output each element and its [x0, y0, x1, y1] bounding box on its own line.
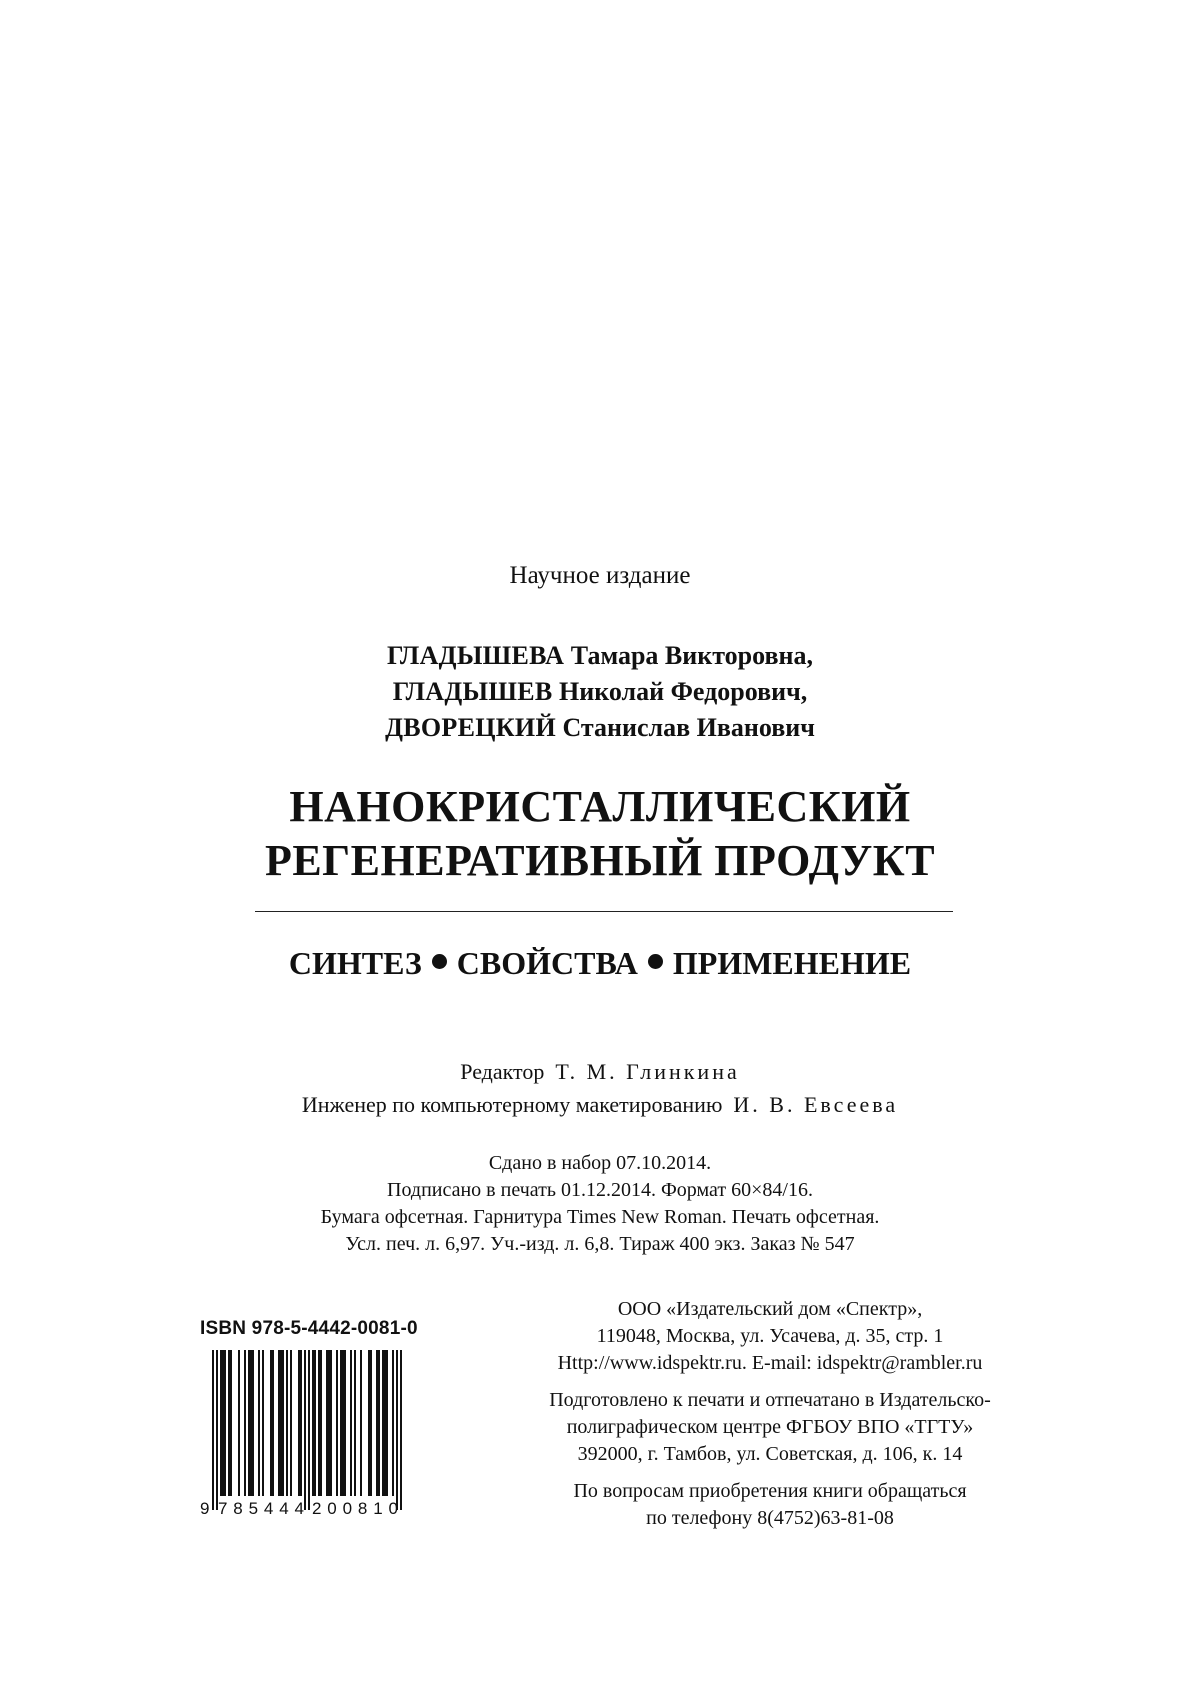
barcode-bar: [336, 1350, 338, 1496]
publication-type: [0, 562, 1200, 590]
barcode-bar: [318, 1350, 320, 1496]
author-surname: ДВОРЕЦКИЙ: [385, 713, 556, 742]
barcode-bar: [244, 1350, 246, 1496]
barcode-bar: [258, 1350, 260, 1496]
barcode-bar: [252, 1350, 254, 1496]
barcode-bar: [224, 1350, 226, 1496]
bullet-icon: [432, 954, 447, 969]
barcode-bar: [308, 1350, 310, 1510]
printing-house-line: Подготовлено к печати и отпечатано в Издательско-: [549, 1389, 991, 1411]
barcode-bar: [212, 1350, 214, 1510]
barcode-bar: [300, 1350, 302, 1496]
author-given-name: Николай Федорович,: [559, 677, 808, 706]
barcode-bar: [286, 1350, 288, 1496]
publisher-info: [500, 1296, 1040, 1542]
barcode-bar: [328, 1350, 330, 1496]
editor-role: Редактор: [460, 1059, 545, 1084]
barcode-bar: [396, 1350, 398, 1510]
publisher-address: 119048, Москва, ул. Усачева, д. 35, стр. 1: [596, 1325, 944, 1347]
barcode-bar: [228, 1350, 230, 1496]
title-divider: [255, 911, 953, 912]
barcode-bar: [354, 1350, 356, 1496]
editor-line: [0, 1055, 1200, 1088]
barcode-digit-first: 9: [200, 1499, 210, 1518]
barcode-bar: [330, 1350, 332, 1496]
layout-engineer-name: И. В. Евсеева: [733, 1092, 899, 1117]
barcode-digit-group-right: 200810: [312, 1499, 398, 1518]
publication-type-text: Научное издание: [509, 562, 691, 589]
barcode-bar: [280, 1350, 282, 1496]
author-surname: ГЛАДЫШЕВА: [386, 641, 565, 670]
barcode-bar: [320, 1350, 322, 1496]
subtitle-part: СИНТЕЗ: [288, 945, 422, 981]
author-surname: ГЛАДЫШЕВ: [392, 677, 553, 706]
barcode-bar: [304, 1350, 306, 1510]
barcode-bar: [282, 1350, 284, 1496]
credits: [0, 1055, 1200, 1121]
barcode-bar: [216, 1350, 218, 1510]
author-line: [0, 674, 1200, 710]
barcode-icon: [200, 1350, 425, 1520]
subtitle-part: СВОЙСТВА: [456, 945, 638, 981]
subtitle-part: ПРИМЕНЕНИЕ: [672, 945, 912, 981]
publisher-name: ООО «Издательский дом «Спектр»,: [617, 1298, 923, 1320]
barcode-bar: [270, 1350, 272, 1496]
layout-engineer-role: Инженер по компьютерному макетированию: [301, 1092, 723, 1117]
bullet-icon: [648, 954, 663, 969]
author-line: [0, 638, 1200, 674]
barcode-bar: [272, 1350, 274, 1496]
book-subtitle: [0, 945, 1200, 982]
author-given-name: Станислав Иванович: [562, 713, 815, 742]
barcode-bar: [262, 1350, 264, 1496]
barcode-bar: [278, 1350, 280, 1496]
author-given-name: Тамара Викторовна,: [570, 641, 814, 670]
barcode-bar: [222, 1350, 224, 1496]
barcode-bars: [212, 1350, 402, 1510]
barcode-bar: [230, 1350, 232, 1496]
isbn-number: ISBN 978-5-4442-0081-0: [200, 1318, 418, 1339]
isbn-block: [200, 1318, 440, 1520]
barcode-bar: [298, 1350, 300, 1496]
barcode-bar: [326, 1350, 328, 1496]
barcode-bar: [312, 1350, 314, 1496]
book-title-line-2: РЕГЕНЕРАТИВНЫЙ ПРОДУКТ: [264, 836, 936, 885]
barcode-digit-group-left: 785444: [218, 1499, 304, 1518]
barcode-bar: [342, 1350, 344, 1496]
barcode-bar: [238, 1350, 240, 1496]
editor-name: Т. М. Глинкина: [555, 1059, 740, 1084]
barcode-bar: [360, 1350, 362, 1496]
barcode-bar: [382, 1350, 384, 1496]
book-title: [0, 780, 1200, 888]
barcode-bar: [386, 1350, 388, 1496]
print-detail-line: Сдано в набор 07.10.2014.: [488, 1152, 712, 1174]
printing-house-line: полиграфическом центре ФГБОУ ВПО «ТГТУ»: [566, 1416, 974, 1438]
print-detail-line: Усл. печ. л. 6,97. Уч.-изд. л. 6,8. Тираж 400 экз. Заказ № 547: [345, 1233, 855, 1255]
printing-house-line: 392000, г. Тамбов, ул. Советская, д. 106, к. 14: [577, 1443, 963, 1465]
printing-house-block: [500, 1387, 1040, 1468]
barcode-bar: [250, 1350, 252, 1496]
barcode-bar: [344, 1350, 346, 1496]
print-details: [0, 1150, 1200, 1258]
print-detail-line: Бумага офсетная. Гарнитура Times New Roman. Печать офсетная.: [320, 1206, 880, 1228]
publisher-contacts: Http://www.idspektr.ru. E-mail: idspektr@rambler.ru: [557, 1352, 983, 1374]
authors-list: [0, 638, 1200, 746]
barcode-bar: [384, 1350, 386, 1496]
purchase-info-block: [500, 1478, 1040, 1532]
barcode-bar: [368, 1350, 370, 1496]
barcode-bar: [220, 1350, 222, 1496]
barcode-bar: [290, 1350, 292, 1496]
layout-engineer-line: [0, 1088, 1200, 1121]
barcode-bar: [314, 1350, 316, 1496]
barcode-bar: [248, 1350, 250, 1496]
barcode-bar: [340, 1350, 342, 1496]
barcode-bar: [392, 1350, 394, 1496]
print-detail-line: Подписано в печать 01.12.2014. Формат 60×84/16.: [387, 1179, 813, 1201]
publisher-address-block: [500, 1296, 1040, 1377]
purchase-info-line: По вопросам приобретения книги обращаться: [573, 1480, 967, 1502]
purchase-info-line: по телефону 8(4752)63-81-08: [646, 1507, 894, 1529]
barcode-bar: [370, 1350, 372, 1496]
barcode-bar: [400, 1350, 402, 1510]
barcode-bar: [376, 1350, 378, 1496]
barcode-bar: [378, 1350, 380, 1496]
barcode-bar: [350, 1350, 352, 1496]
book-title-line-1: НАНОКРИСТАЛЛИЧЕСКИЙ: [289, 782, 911, 831]
author-line: [0, 710, 1200, 746]
